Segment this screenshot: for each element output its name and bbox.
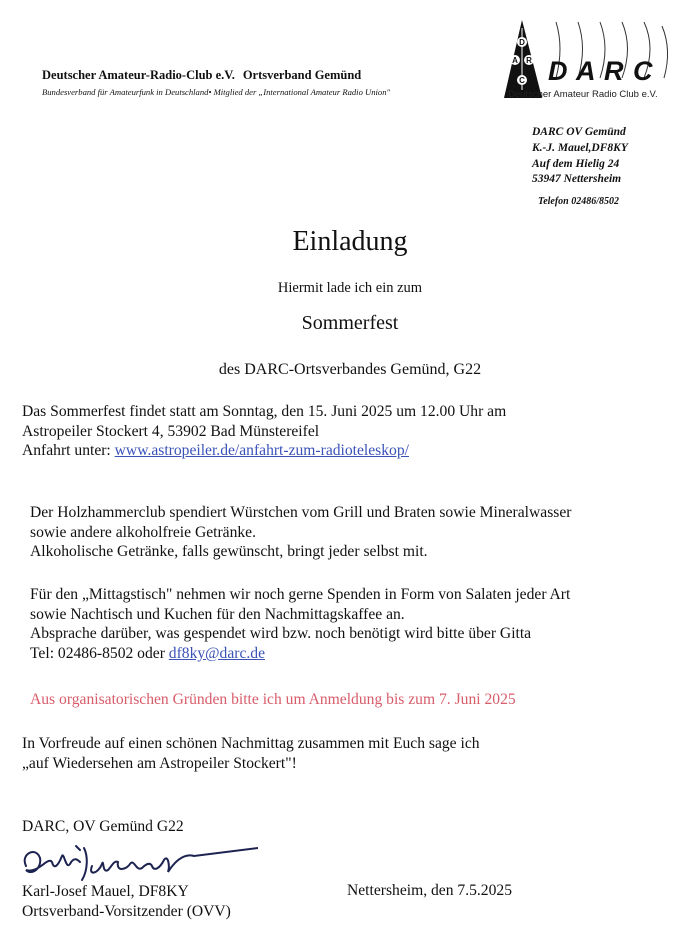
food-line-3: Alkoholische Getränke, falls gewünscht, bringt jeder selbst mit.: [30, 543, 428, 561]
directions-line: [22, 441, 506, 461]
event-name: Sommerfest: [301, 312, 399, 334]
club-name: Deutscher Amateur-Radio-Club e.V.: [42, 68, 235, 82]
contact-line: [30, 644, 570, 664]
logo-caption: Deutscher Amateur Radio Club e.V.: [508, 89, 658, 100]
donations-line-3: Absprache darüber, was gespendet wird bzw. noch benötigt wird bitte über Gitta: [30, 625, 532, 643]
emblem-letter-r: R: [526, 56, 532, 65]
email-link[interactable]: df8ky@darc.de: [168, 644, 265, 662]
donations-paragraph: [30, 585, 570, 663]
signature-organization: DARC, OV Gemünd G22: [22, 818, 184, 835]
page-title: Einladung: [292, 226, 408, 257]
closing-line-2: „auf Wiedersehen am Astropeiler Stockert"!: [22, 754, 297, 772]
sender-address: [532, 125, 628, 188]
event-details: [22, 402, 506, 461]
address-line-1: DARC OV Gemünd: [532, 126, 626, 138]
ortsverband-name: Ortsverband Gemünd: [242, 68, 362, 82]
food-line-2: sowie andere alkoholfreie Getränke.: [30, 523, 257, 541]
signer-name: Karl-Josef Mauel, DF8KY: [22, 883, 189, 900]
handwritten-signature: [18, 826, 258, 888]
food-paragraph: [30, 503, 571, 562]
address-line-4: 53947 Nettersheim: [532, 173, 622, 186]
registration-notice: Aus organisatorischen Gründen bitte ich um Anmeldung bis zum 7. Juni 2025: [30, 691, 516, 708]
club-subtitle: Bundesverband für Amateurfunk in Deutschland• Mitglied der „International Amateur Radio Union": [42, 87, 391, 97]
donations-line-1: Für den „Mittagstisch" nehmen wir noch gerne Spenden in Form von Salaten jeder Art: [30, 586, 571, 603]
directions-link[interactable]: www.astropeiler.de/anfahrt-zum-radioteleskop/: [114, 442, 409, 460]
donations-line-2: sowie Nachtisch und Kuchen für den Nachmittagskaffee an.: [30, 605, 405, 623]
organizer-text: des DARC-Ortsverbandes Gemünd, G22: [218, 361, 482, 378]
contact-label: Tel: 02486-8502 oder: [30, 644, 169, 662]
emblem-letter-d: D: [519, 38, 525, 47]
darc-logo-word: D A R C: [548, 56, 654, 86]
closing-paragraph: [22, 734, 480, 773]
closing-line-1: In Vorfreude auf einen schönen Nachmittag zusammen mit Euch sage ich: [22, 735, 480, 752]
club-name-line: [42, 68, 361, 83]
emblem-letter-c: C: [519, 76, 525, 85]
address-line-3: Auf dem Hielig 24: [532, 157, 620, 170]
food-line-1: Der Holzhammerclub spendiert Würstchen vom Grill und Braten sowie Mineralwasser: [30, 504, 572, 521]
address-line-2: K.-J. Mauel,DF8KY: [532, 141, 628, 154]
signer-block: [22, 882, 231, 922]
emblem-letter-a: A: [512, 56, 518, 65]
details-line-2: Astropeiler Stockert 4, 53902 Bad Münstereifel: [22, 422, 320, 440]
signer-role: Ortsverband-Vorsitzender (OVV): [22, 903, 231, 920]
darc-emblem-icon: [504, 20, 542, 98]
sender-phone: Telefon 02486/8502: [538, 196, 620, 207]
directions-label: Anfahrt unter:: [22, 442, 115, 460]
intro-text: Hiermit lade ich ein zum: [277, 280, 423, 296]
place-and-date: Nettersheim, den 7.5.2025: [347, 882, 512, 899]
details-line-1: Das Sommerfest findet statt am Sonntag, den 15. Juni 2025 um 12.00 Uhr am: [22, 403, 507, 420]
